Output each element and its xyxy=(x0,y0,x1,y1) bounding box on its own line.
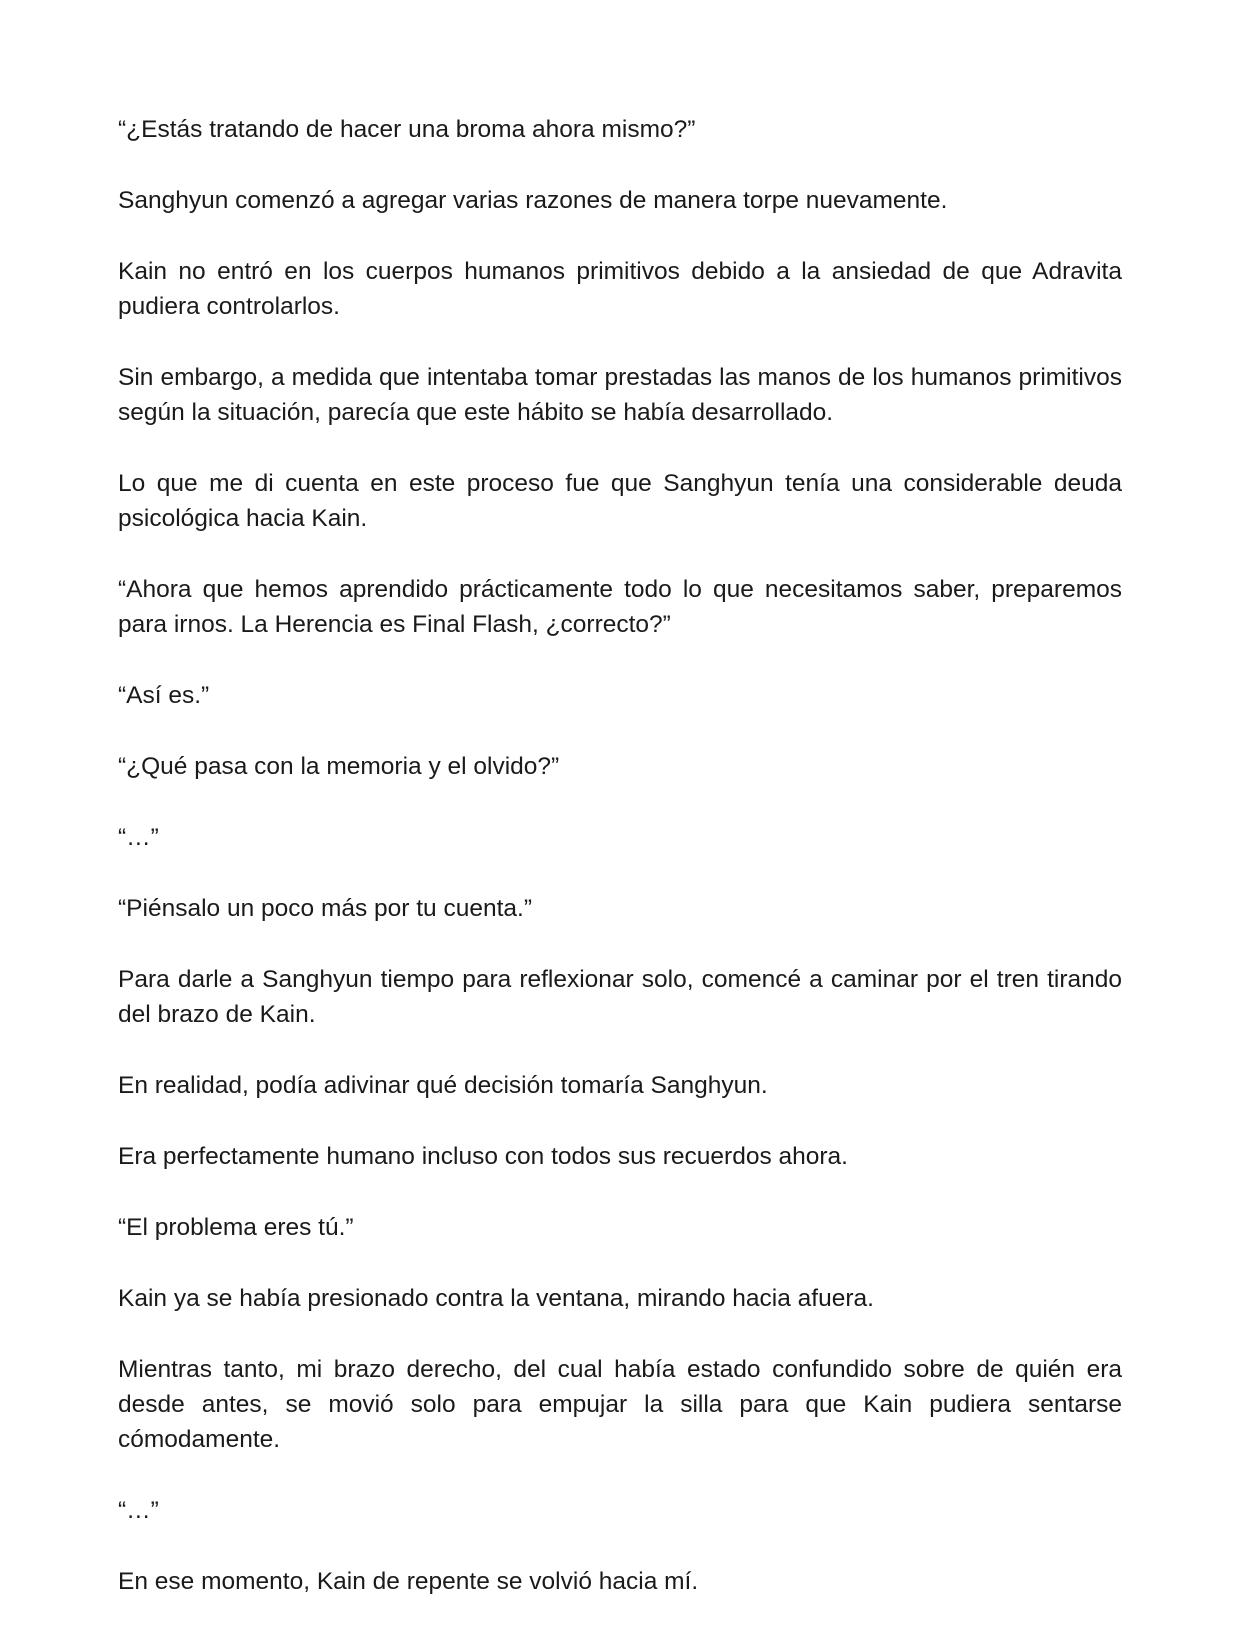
paragraph-17: “…” xyxy=(118,1497,159,1524)
paragraph-11: Para darle a Sanghyun tiempo para reflexionar solo, comencé a caminar por el tren tirando del brazo de Kain. xyxy=(118,966,1122,1028)
paragraph-15: Kain ya se había presionado contra la ventana, mirando hacia afuera. xyxy=(118,1285,874,1312)
paragraph-4: Sin embargo, a medida que intentaba tomar prestadas las manos de los humanos primitivos según la situación, parecía que este hábito se había desarrollado. xyxy=(118,364,1122,426)
paragraph-9: “…” xyxy=(118,824,159,851)
paragraph-3: Kain no entró en los cuerpos humanos primitivos debido a la ansiedad de que Adravita pudiera controlarlos. xyxy=(118,258,1122,320)
paragraph-5: Lo que me di cuenta en este proceso fue que Sanghyun tenía una considerable deuda psicológica hacia Kain. xyxy=(118,470,1122,532)
paragraph-16: Mientras tanto, mi brazo derecho, del cual había estado confundido sobre de quién era desde antes, se movió solo para empujar la silla para que Kain pudiera sentarse cómodamente. xyxy=(118,1356,1122,1453)
paragraph-2: Sanghyun comenzó a agregar varias razones de manera torpe nuevamente. xyxy=(118,187,948,214)
paragraph-10: “Piénsalo un poco más por tu cuenta.” xyxy=(118,895,533,922)
paragraph-12: En realidad, podía adivinar qué decisión tomaría Sanghyun. xyxy=(118,1072,768,1099)
paragraph-1: “¿Estás tratando de hacer una broma ahora mismo?” xyxy=(118,116,696,143)
paragraph-18: En ese momento, Kain de repente se volvió hacia mí. xyxy=(118,1568,699,1595)
paragraph-6: “Ahora que hemos aprendido prácticamente todo lo que necesitamos saber, preparemos para irnos. La Herencia es Final Flash, ¿correcto?” xyxy=(118,576,1122,638)
document-body xyxy=(118,112,1122,1635)
paragraph-8: “¿Qué pasa con la memoria y el olvido?” xyxy=(118,753,560,780)
paragraph-14: “El problema eres tú.” xyxy=(118,1214,354,1241)
paragraph-7: “Así es.” xyxy=(118,682,210,709)
paragraph-13: Era perfectamente humano incluso con todos sus recuerdos ahora. xyxy=(118,1143,848,1170)
